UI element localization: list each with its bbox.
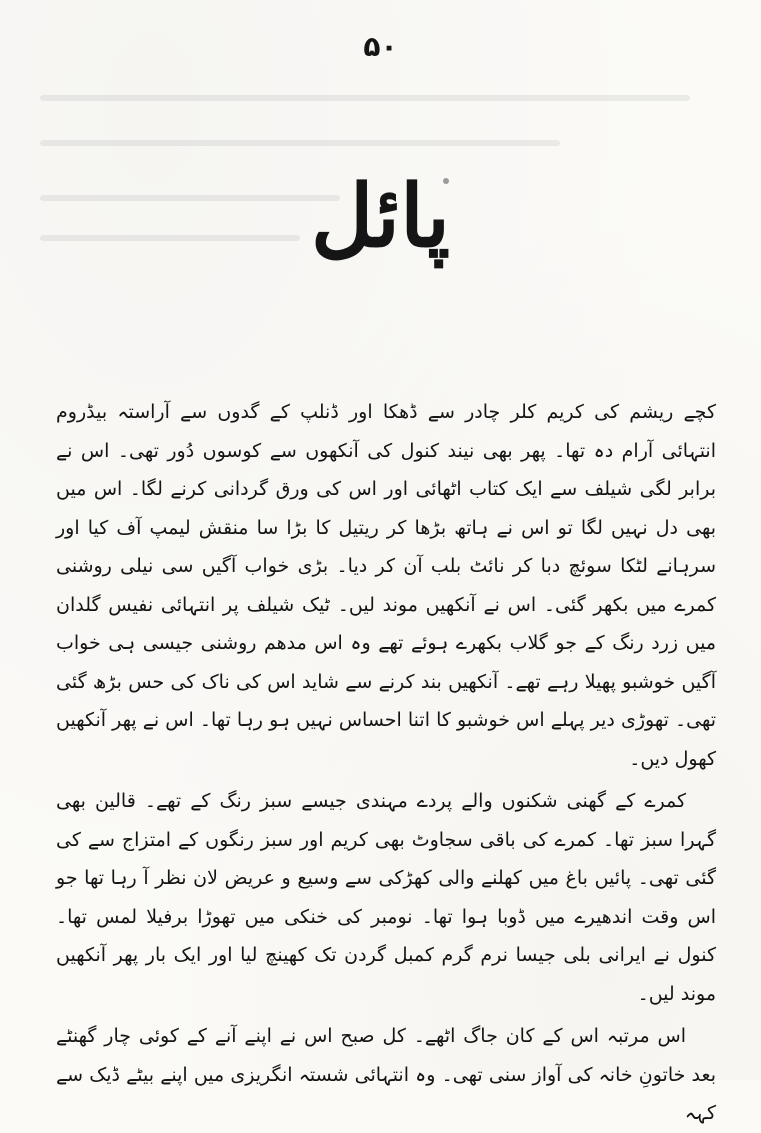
bleed-through-line bbox=[40, 95, 690, 101]
paragraph: کچے ریشم کی کریم کلر چادر سے ڈھکا اور ڈنلپ کے گدوں سے آراستہ بیڈروم انتہائی آرام دہ تھا۔ پھر بھی نیند کنول کی آنکھوں سے کوسوں دُور تھی۔ اس نے برابر لگی شیلف سے ایک کتاب اٹھائی اور اس کی ورق گردانی کرنے لگا۔ اس میں بھی دل نہیں لگا تو اس نے ہاتھ بڑھا کر ریتیل کا بڑا سا منقش لیمپ آف کیا اور سرہانے لٹکا سوئچ دبا کر نائٹ بلب آن کر دیا۔ بڑی خواب آگیں سی نیلی روشنی کمرے میں بکھر گئی۔ اس نے آنکھیں موند لیں۔ ٹیک شیلف پر انتہائی نفیس گلدان میں زرد رنگ کے جو گلاب بکھرے ہوئے تھے وہ اس مدھم روشنی جیسی ہی خواب آگیں خوشبو پھیلا رہے تھے۔ آنکھیں بند کرنے سے شاید اس کی ناک کی حس بڑھ گئی تھی۔ تھوڑی دیر پہلے اس خوشبو کا اتنا احساس نہیں ہو رہا تھا۔ اس نے پھر آنکھیں کھول دیں۔ bbox=[56, 401, 716, 770]
paragraph: اس مرتبہ اس کے کان جاگ اٹھے۔ کل صبح اس نے اپنے آنے کے کوئی چار گھنٹے بعد خاتونِ خانہ کی آواز سنی تھی۔ وہ انتہائی شستہ انگریزی میں اپنے بیٹے ڈیک سے کہہ bbox=[56, 1025, 716, 1124]
paragraph: کمرے کے گھنی شکنوں والے پردے مہندی جیسے سبز رنگ کے تھے۔ قالین بھی گہرا سبز تھا۔ کمرے کی باقی سجاوٹ بھی کریم اور سبز رنگوں کے امتزاج سے کی گئی تھی۔ پائیں باغ میں کھلنے والی کھڑکی سے وسیع و عریض لان نظر آ رہا تھا جو اس وقت اندھیرے میں ڈوبا ہوا تھا۔ نومبر کی خنکی میں تھوڑا برفیلا لمس تھا۔ کنول نے ایرانی بلی جیسا نرم گرم کمبل گردن تک کھینچ لیا اور ایک بار پھر آنکھیں موند لیں۔ bbox=[56, 790, 716, 1005]
bleed-through-line bbox=[40, 140, 560, 146]
body-text bbox=[56, 393, 716, 1133]
chapter-title: پائل bbox=[310, 166, 451, 267]
page-number: ۵۰ bbox=[363, 30, 398, 63]
